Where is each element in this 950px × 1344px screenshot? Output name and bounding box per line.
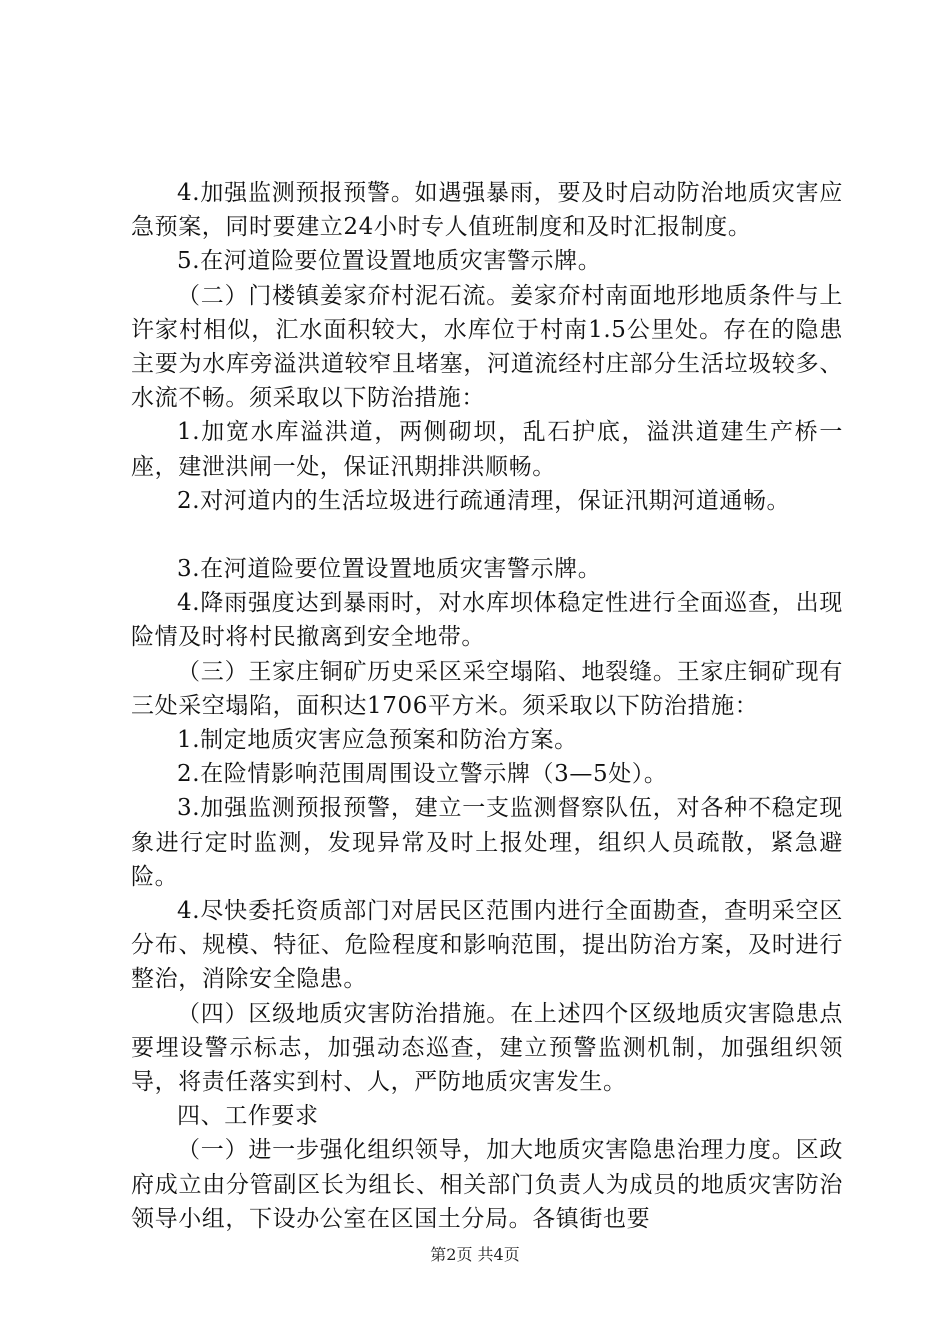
paragraph-warning-sign-river-2: 3.在河道险要位置设置地质灾害警示牌。 bbox=[177, 556, 602, 583]
paragraph-section-two-heading: （二）门楼镇姜家夼村泥石流。姜家夼村南面地形地质条件与上许家村相似，汇水面积较大，水库位于村南1.5公里处。存在的隐患主要为水库旁溢洪道较窄且堵塞，河道流经村庄部分生活垃圾较多、水流不畅。须采取以下防治措施： bbox=[131, 282, 843, 412]
paragraph-monitoring-warning: 4.加强监测预报预警。如遇强暴雨，要及时启动防治地质灾害应急预案，同时要建立24小时专人值班制度和及时汇报制度。 bbox=[131, 180, 843, 241]
paragraph-section-four-heading: （四）区级地质灾害防治措施。在上述四个区级地质灾害隐患点要埋设警示标志，加强动态巡查，建立预警监测机制，加强组织领导，将责任落实到村、人，严防地质灾害发生。 bbox=[131, 1000, 843, 1096]
paragraph-emergency-plan: 1.制定地质灾害应急预案和防治方案。 bbox=[177, 727, 578, 754]
paragraph-section-three-heading: （三）王家庄铜矿历史采区采空塌陷、地裂缝。王家庄铜矿现有三处采空塌陷，面积达1706平方米。须采取以下防治措施： bbox=[131, 658, 843, 719]
paragraph-warning-signs-area: 2.在险情影响范围周围设立警示牌（3—5处）。 bbox=[177, 761, 668, 788]
paragraph-warning-sign-river: 5.在河道险要位置设置地质灾害警示牌。 bbox=[177, 248, 602, 275]
paragraph-widen-spillway: 1.加宽水库溢洪道，两侧砌坝，乱石护底，溢洪道建生产桥一座，建泄洪闸一处，保证汛期排洪顺畅。 bbox=[131, 419, 843, 480]
paragraph-dam-inspection: 4.降雨强度达到暴雨时，对水库坝体稳定性进行全面巡查，出现险情及时将村民撤离到安全地带。 bbox=[131, 590, 843, 651]
page-number-footer: 第2页 共4页 bbox=[430, 1245, 520, 1264]
paragraph-clear-garbage: 2.对河道内的生活垃圾进行疏通清理，保证汛期河道通畅。 bbox=[177, 487, 791, 514]
paragraph-organization-leadership: （一）进一步强化组织领导，加大地质灾害隐患治理力度。区政府成立由分管副区长为组长、相关部门负责人为成员的地质灾害防治领导小组，下设办公室在区国土分局。各镇街也要 bbox=[131, 1137, 843, 1232]
paragraph-survey-commission: 4.尽快委托资质部门对居民区范围内进行全面勘查，查明采空区分布、规模、特征、危险程度和影响范围，提出防治方案，及时进行整治，消除安全隐患。 bbox=[131, 898, 843, 993]
paragraph-work-requirements-heading: 四、工作要求 bbox=[177, 1103, 319, 1130]
document-body bbox=[131, 176, 843, 1236]
paragraph-monitoring-team: 3.加强监测预报预警，建立一支监测督察队伍，对各种不稳定现象进行定时监测，发现异常及时上报处理，组织人员疏散，紧急避险。 bbox=[131, 795, 843, 890]
